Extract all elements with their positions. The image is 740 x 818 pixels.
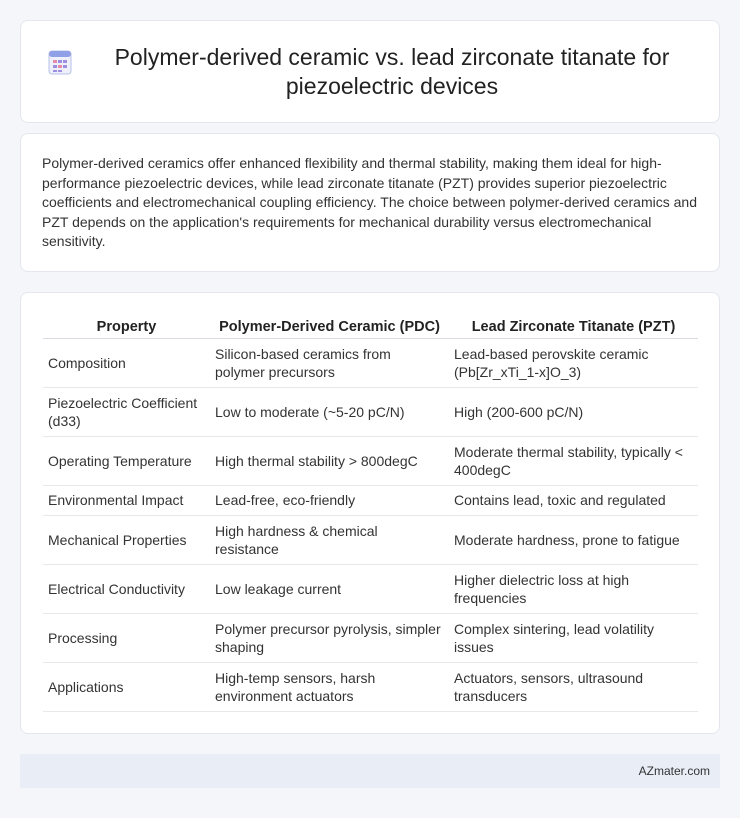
row-pzt-value: Higher dielectric loss at high frequencies (449, 564, 698, 613)
summary-card (20, 133, 720, 272)
table-header-row (43, 313, 698, 338)
row-pzt-value: Complex sintering, lead volatility issues (449, 613, 698, 662)
header-property: Property (43, 313, 210, 338)
comparison-card (20, 292, 720, 734)
table-row (43, 338, 698, 387)
row-pdc-value: Polymer precursor pyrolysis, simpler shaping (210, 613, 449, 662)
footer-site-link[interactable]: AZmater.com (638, 764, 710, 778)
row-pdc-value: Low to moderate (~5-20 pC/N) (210, 387, 449, 436)
footer-bar (20, 754, 720, 788)
row-property: Operating Temperature (43, 436, 210, 485)
summary-text: Polymer-derived ceramics offer enhanced flexibility and thermal stability, making them ideal for high-performance piezoelectric devices, while lead zirconate titanate (PZT) provides superior piezoelectric coefficients and electromechanical coupling efficiency. The choice between polymer-derived ceramics and PZT depends on the application's requirements for mechanical durability versus electromechanical sensitivity. (42, 155, 697, 249)
row-property: Piezoelectric Coefficient (d33) (43, 387, 210, 436)
table-row (43, 515, 698, 564)
row-pdc-value: Lead-free, eco-friendly (210, 485, 449, 515)
table-row (43, 387, 698, 436)
table-row (43, 485, 698, 515)
row-property: Environmental Impact (43, 485, 210, 515)
page-title: Polymer-derived ceramic vs. lead zirconate titanate for piezoelectric devices (114, 43, 670, 99)
document-icon (48, 49, 72, 75)
row-pzt-value: Actuators, sensors, ultrasound transducers (449, 662, 698, 711)
row-pzt-value: Moderate hardness, prone to fatigue (449, 515, 698, 564)
title-card (20, 20, 720, 123)
row-property: Processing (43, 613, 210, 662)
row-pdc-value: Low leakage current (210, 564, 449, 613)
row-pdc-value: High-temp sensors, harsh environment actuators (210, 662, 449, 711)
header-pzt: Lead Zirconate Titanate (PZT) (449, 313, 698, 338)
table-row (43, 436, 698, 485)
row-property: Mechanical Properties (43, 515, 210, 564)
row-pdc-value: High hardness & chemical resistance (210, 515, 449, 564)
row-property: Composition (43, 338, 210, 387)
comparison-table (43, 313, 698, 712)
row-property: Electrical Conductivity (43, 564, 210, 613)
row-pdc-value: High thermal stability > 800degC (210, 436, 449, 485)
row-pzt-value: High (200-600 pC/N) (449, 387, 698, 436)
row-pzt-value: Moderate thermal stability, typically < 400degC (449, 436, 698, 485)
row-pzt-value: Lead-based perovskite ceramic (Pb[Zr_xTi_1-x]O_3) (449, 338, 698, 387)
row-pdc-value: Silicon-based ceramics from polymer precursors (210, 338, 449, 387)
row-pzt-value: Contains lead, toxic and regulated (449, 485, 698, 515)
row-property: Applications (43, 662, 210, 711)
header-pdc: Polymer-Derived Ceramic (PDC) (210, 313, 449, 338)
table-row (43, 662, 698, 711)
table-row (43, 564, 698, 613)
table-row (43, 613, 698, 662)
